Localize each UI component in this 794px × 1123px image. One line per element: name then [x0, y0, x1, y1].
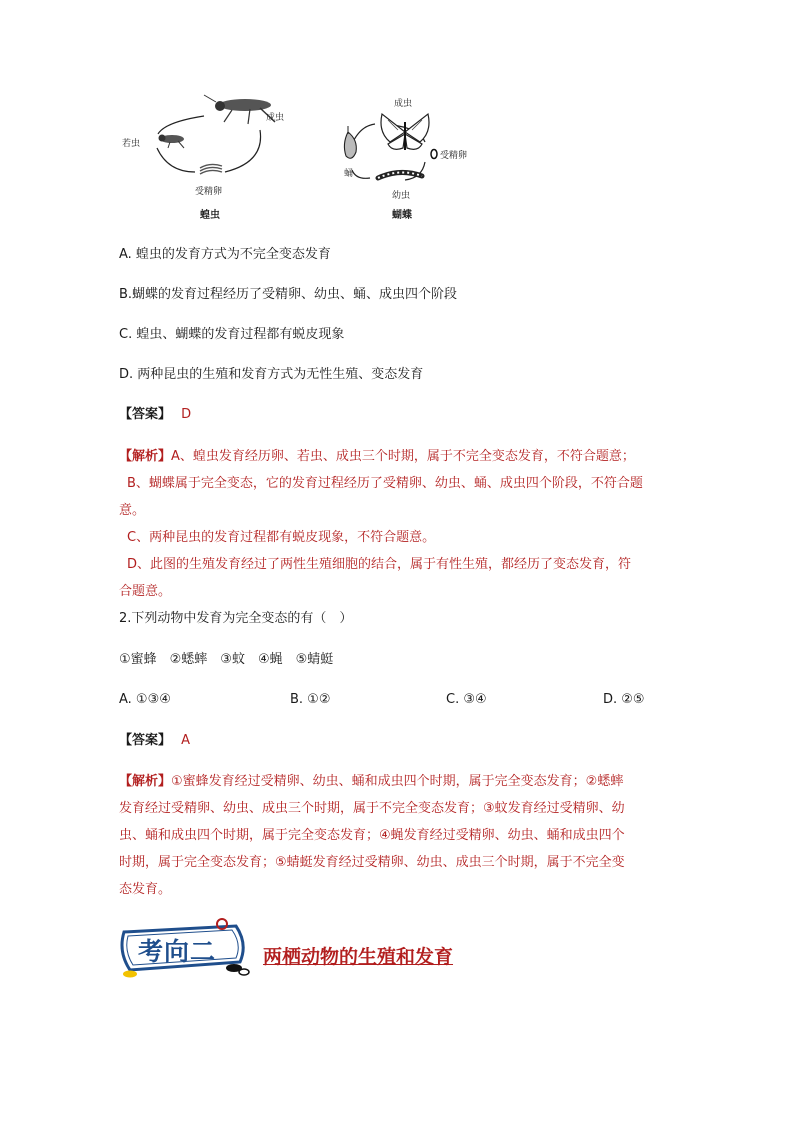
q1-analysis-line: A、蝗虫发育经历卵、若虫、成虫三个时期，属于不完全变态发育，不符合题意；: [171, 449, 635, 464]
pupa-drawing: [344, 126, 356, 158]
q1-answer-value: D: [181, 407, 192, 422]
locust-title: 蝗虫: [200, 210, 220, 221]
locust-egg-drawing: [200, 164, 222, 174]
butterfly-larva-label: 幼虫: [392, 191, 411, 201]
q2-option-a: A. ①③④: [119, 692, 171, 707]
q1-answer: [119, 407, 191, 423]
q1-option-b: B.蝴蝶的发育过程经历了受精卵、幼虫、蛹、成虫四个阶段: [119, 287, 458, 302]
locust-arrow-adult-to-nymph: [158, 116, 204, 134]
section-badge: [116, 918, 256, 980]
q2-analysis-line: 时期，属于完全变态发育；⑤蜻蜓发育经过受精卵、幼虫、成虫三个时期，属于不完全变: [119, 855, 625, 870]
q1-option-c: C. 蝗虫、蝴蝶的发育过程都有蜕皮现象: [119, 327, 345, 342]
q2-analysis-line: ①蜜蜂发育经过受精卵、幼虫、蛹和成虫四个时期，属于完全变态发育；②蟋蟀: [171, 774, 624, 789]
butterfly-egg-label: 受精卵: [440, 151, 468, 161]
q2-analysis-line: 虫、蛹和成虫四个时期，属于完全变态发育；④蝇发育经过受精卵、幼虫、蛹和成虫四个: [119, 828, 625, 843]
locust-egg-label: 受精卵: [195, 187, 223, 197]
butterfly-title: 蝴蝶: [392, 210, 412, 221]
q1-analysis-line: B、蝴蝶属于完全变态，它的发育过程经历了受精卵、幼虫、蛹、成虫四个阶段，不符合题: [127, 476, 643, 491]
q1-answer-tag: 【答案】: [119, 407, 172, 422]
life-cycle-figure: [120, 92, 500, 222]
q2-answer-value: A: [181, 733, 191, 748]
locust-arrow-nymph-to-egg: [157, 148, 195, 172]
locust-nymph-label: 若虫: [122, 139, 141, 149]
q2-analysis: [119, 768, 679, 903]
adult-locust-drawing: [204, 95, 275, 124]
q1-analysis-line: 意。: [119, 503, 146, 518]
butterfly-arrow-larva-to-pupa: [352, 170, 370, 178]
q2-stem: 2.下列动物中发育为完全变态的有（ ）: [119, 611, 353, 626]
nymph-locust-drawing: [159, 135, 185, 149]
locust-arrow-egg-to-adult: [225, 130, 261, 172]
q2-option-d: D. ②⑤: [603, 692, 645, 707]
q2-answer-tag: 【答案】: [119, 733, 172, 748]
locust-adult-label: 成虫: [266, 113, 285, 123]
butterfly-pupa-label: 蛹: [344, 169, 354, 179]
q1-analysis-line: C、两种昆虫的发育过程都有蜕皮现象，不符合题意。: [127, 530, 436, 545]
q2-analysis-line: 态发育。: [119, 882, 172, 897]
q1-analysis-tag: 【解析】: [119, 449, 172, 464]
butterfly-egg-drawing: [431, 150, 437, 159]
q1-analysis-line: 合题意。: [119, 584, 172, 599]
q2-answer: [119, 733, 190, 749]
section-badge-text: 考向二: [138, 937, 217, 966]
q1-option-a: A. 蝗虫的发育方式为不完全变态发育: [119, 247, 331, 262]
q2-items: ①蜜蜂 ②蟋蟀 ③蚊 ④蝇 ⑤蜻蜓: [119, 652, 334, 667]
q2-option-c: C. ③④: [446, 692, 487, 707]
q2-option-b: B. ①②: [290, 692, 331, 707]
q2-analysis-tag: 【解析】: [119, 774, 172, 789]
butterfly-adult-label: 成虫: [394, 99, 413, 109]
section-title: 两栖动物的生殖和发育: [263, 946, 454, 968]
q1-analysis: [119, 443, 679, 605]
q2-analysis-line: 发育经过受精卵、幼虫、成虫三个时期，属于不完全变态发育；③蚊发育经过受精卵、幼: [119, 801, 625, 816]
q1-analysis-line: D、此图的生殖发育经过了两性生殖细胞的结合，属于有性生殖，都经历了变态发育，符: [127, 557, 632, 572]
q1-option-d: D. 两种昆虫的生殖和发育方式为无性生殖、变态发育: [119, 367, 424, 382]
adult-butterfly-drawing: [381, 114, 429, 150]
